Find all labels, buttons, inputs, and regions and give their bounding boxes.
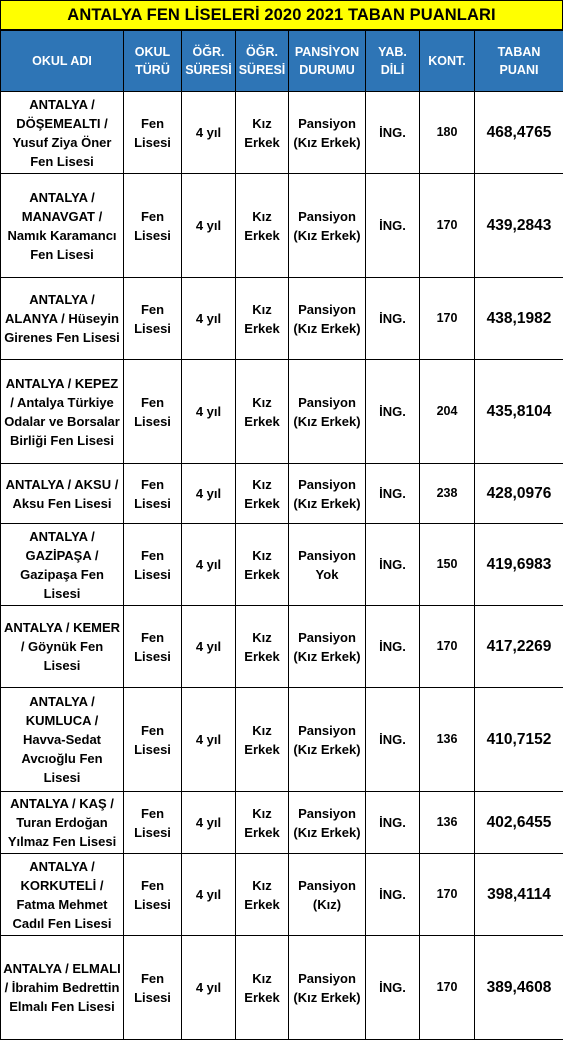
- dormitory-cell: Pansiyon (Kız Erkek): [289, 936, 366, 1040]
- school-type-cell: Fen Lisesi: [124, 278, 182, 360]
- quota-cell: 180: [420, 92, 475, 174]
- dormitory-cell: Pansiyon (Kız Erkek): [289, 606, 366, 688]
- gender-cell: Kız Erkek: [236, 792, 289, 854]
- quota-cell: 136: [420, 792, 475, 854]
- language-cell: İNG.: [366, 606, 420, 688]
- score-cell: 438,1982: [475, 278, 563, 360]
- school-type-cell: Fen Lisesi: [124, 360, 182, 464]
- dormitory-cell: Pansiyon (Kız Erkek): [289, 278, 366, 360]
- quota-cell: 170: [420, 606, 475, 688]
- quota-cell: 136: [420, 688, 475, 792]
- school-name-cell: ANTALYA / KAŞ / Turan Erdoğan Yılmaz Fen Lisesi: [1, 792, 124, 854]
- table-row: [1, 174, 563, 278]
- dormitory-cell: Pansiyon (Kız Erkek): [289, 464, 366, 524]
- duration-cell: 4 yıl: [182, 278, 236, 360]
- duration-cell: 4 yıl: [182, 854, 236, 936]
- gender-cell: Kız Erkek: [236, 688, 289, 792]
- school-name-cell: ANTALYA / KEMER / Göynük Fen Lisesi: [1, 606, 124, 688]
- duration-cell: 4 yıl: [182, 360, 236, 464]
- quota-cell: 170: [420, 174, 475, 278]
- school-name-cell: ANTALYA / MANAVGAT / Namık Karamancı Fen Lisesi: [1, 174, 124, 278]
- table-row: [1, 524, 563, 606]
- score-cell: 419,6983: [475, 524, 563, 606]
- school-name-cell: ANTALYA / ALANYA / Hüseyin Girenes Fen Lisesi: [1, 278, 124, 360]
- dormitory-cell: Pansiyon Yok: [289, 524, 366, 606]
- language-cell: İNG.: [366, 360, 420, 464]
- score-cell: 439,2843: [475, 174, 563, 278]
- table-row: [1, 854, 563, 936]
- language-cell: İNG.: [366, 278, 420, 360]
- language-cell: İNG.: [366, 464, 420, 524]
- duration-cell: 4 yıl: [182, 174, 236, 278]
- language-cell: İNG.: [366, 854, 420, 936]
- quota-cell: 150: [420, 524, 475, 606]
- duration-cell: 4 yıl: [182, 464, 236, 524]
- gender-cell: Kız Erkek: [236, 606, 289, 688]
- language-cell: İNG.: [366, 688, 420, 792]
- language-cell: İNG.: [366, 936, 420, 1040]
- language-cell: İNG.: [366, 174, 420, 278]
- language-cell: İNG.: [366, 792, 420, 854]
- gender-cell: Kız Erkek: [236, 936, 289, 1040]
- dormitory-cell: Pansiyon (Kız): [289, 854, 366, 936]
- gender-cell: Kız Erkek: [236, 174, 289, 278]
- dormitory-cell: Pansiyon (Kız Erkek): [289, 792, 366, 854]
- table-row: [1, 688, 563, 792]
- col-header-okul-adi: OKUL ADI: [1, 31, 124, 92]
- duration-cell: 4 yıl: [182, 524, 236, 606]
- school-name-cell: ANTALYA / ELMALI / İbrahim Bedrettin Elmalı Fen Lisesi: [1, 936, 124, 1040]
- header-row: [1, 31, 563, 92]
- score-cell: 398,4114: [475, 854, 563, 936]
- gender-cell: Kız Erkek: [236, 360, 289, 464]
- table-body: [1, 92, 563, 1040]
- table-row: [1, 606, 563, 688]
- table-row: [1, 464, 563, 524]
- school-type-cell: Fen Lisesi: [124, 606, 182, 688]
- school-type-cell: Fen Lisesi: [124, 464, 182, 524]
- table-row: [1, 360, 563, 464]
- score-cell: 389,4608: [475, 936, 563, 1040]
- gender-cell: Kız Erkek: [236, 524, 289, 606]
- table-row: [1, 92, 563, 174]
- school-type-cell: Fen Lisesi: [124, 792, 182, 854]
- table-row: [1, 278, 563, 360]
- gender-cell: Kız Erkek: [236, 464, 289, 524]
- school-name-cell: ANTALYA / KUMLUCA / Havva-Sedat Avcıoğlu Fen Lisesi: [1, 688, 124, 792]
- score-cell: 417,2269: [475, 606, 563, 688]
- col-header-pansiyon: PANSİYON DURUMU: [289, 31, 366, 92]
- quota-cell: 204: [420, 360, 475, 464]
- school-type-cell: Fen Lisesi: [124, 688, 182, 792]
- col-header-kont: KONT.: [420, 31, 475, 92]
- quota-cell: 170: [420, 278, 475, 360]
- dormitory-cell: Pansiyon (Kız Erkek): [289, 688, 366, 792]
- score-cell: 410,7152: [475, 688, 563, 792]
- school-name-cell: ANTALYA / AKSU / Aksu Fen Lisesi: [1, 464, 124, 524]
- duration-cell: 4 yıl: [182, 606, 236, 688]
- duration-cell: 4 yıl: [182, 936, 236, 1040]
- school-type-cell: Fen Lisesi: [124, 92, 182, 174]
- col-header-ogr-suresi: ÖĞR. SÜRESİ: [182, 31, 236, 92]
- page-title: ANTALYA FEN LİSELERİ 2020 2021 TABAN PUANLARI: [0, 0, 563, 30]
- school-name-cell: ANTALYA / KORKUTELİ / Fatma Mehmet Cadıl Fen Lisesi: [1, 854, 124, 936]
- quota-cell: 170: [420, 854, 475, 936]
- school-name-cell: ANTALYA / DÖŞEMEALTI / Yusuf Ziya Öner Fen Lisesi: [1, 92, 124, 174]
- score-cell: 428,0976: [475, 464, 563, 524]
- gender-cell: Kız Erkek: [236, 92, 289, 174]
- school-type-cell: Fen Lisesi: [124, 854, 182, 936]
- col-header-ogr-suresi-2: ÖĞR. SÜRESİ: [236, 31, 289, 92]
- table-header: [1, 31, 563, 92]
- school-type-cell: Fen Lisesi: [124, 524, 182, 606]
- school-name-cell: ANTALYA / GAZİPAŞA / Gazipaşa Fen Lisesi: [1, 524, 124, 606]
- quota-cell: 170: [420, 936, 475, 1040]
- table-row: [1, 936, 563, 1040]
- table-row: [1, 792, 563, 854]
- dormitory-cell: Pansiyon (Kız Erkek): [289, 92, 366, 174]
- quota-cell: 238: [420, 464, 475, 524]
- score-cell: 468,4765: [475, 92, 563, 174]
- dormitory-cell: Pansiyon (Kız Erkek): [289, 174, 366, 278]
- gender-cell: Kız Erkek: [236, 278, 289, 360]
- col-header-taban-puani: TABAN PUANI: [475, 31, 563, 92]
- school-type-cell: Fen Lisesi: [124, 936, 182, 1040]
- col-header-yab-dili: YAB. DİLİ: [366, 31, 420, 92]
- gender-cell: Kız Erkek: [236, 854, 289, 936]
- duration-cell: 4 yıl: [182, 688, 236, 792]
- score-cell: 435,8104: [475, 360, 563, 464]
- duration-cell: 4 yıl: [182, 792, 236, 854]
- score-cell: 402,6455: [475, 792, 563, 854]
- duration-cell: 4 yıl: [182, 92, 236, 174]
- language-cell: İNG.: [366, 92, 420, 174]
- scores-table: [0, 30, 563, 1040]
- col-header-okul-turu: OKUL TÜRÜ: [124, 31, 182, 92]
- school-name-cell: ANTALYA / KEPEZ / Antalya Türkiye Odalar ve Borsalar Birliği Fen Lisesi: [1, 360, 124, 464]
- school-type-cell: Fen Lisesi: [124, 174, 182, 278]
- dormitory-cell: Pansiyon (Kız Erkek): [289, 360, 366, 464]
- language-cell: İNG.: [366, 524, 420, 606]
